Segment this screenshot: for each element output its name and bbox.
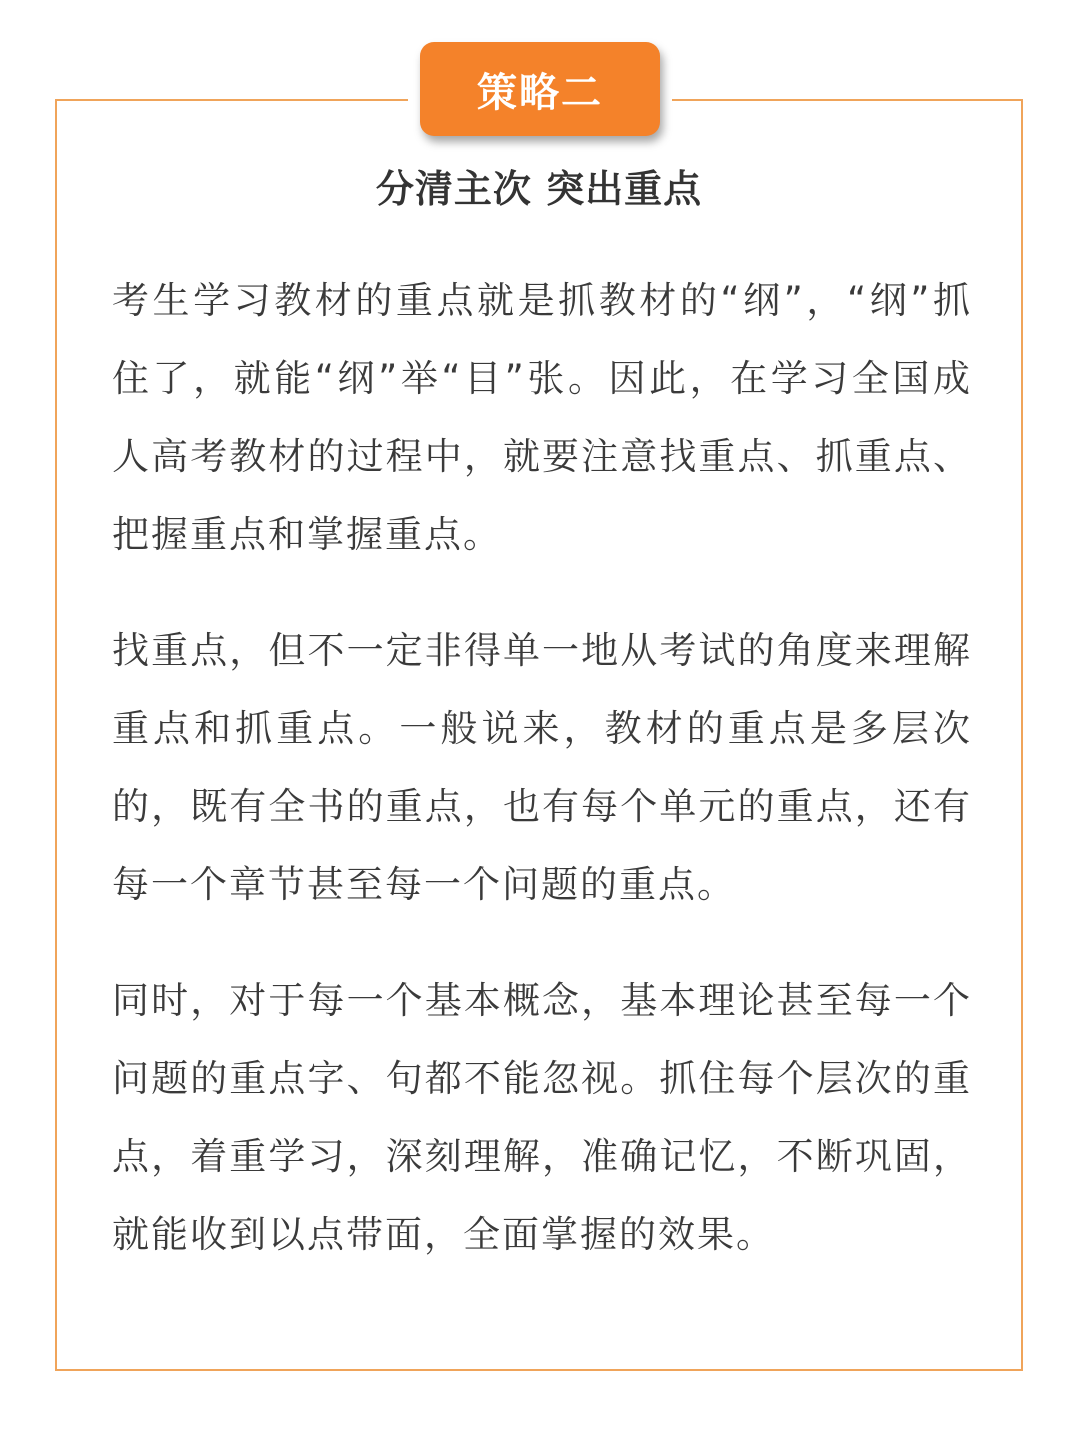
body-text	[112, 262, 972, 1312]
paragraph: 找重点，但不一定非得单一地从考试的角度来理解重点和抓重点。一般说来，教材的重点是多层次的，既有全书的重点，也有每个单元的重点，还有每一个章节甚至每一个问题的重点。	[112, 629, 972, 906]
badge-label: 策略二	[477, 69, 603, 116]
strategy-badge	[420, 42, 660, 136]
paragraph: 考生学习教材的重点就是抓教材的“纲”，“纲”抓住了，就能“纲”举“目”张。因此，在学习全国成人高考教材的过程中，就要注意找重点、抓重点、把握重点和掌握重点。	[112, 279, 972, 556]
paragraph: 同时，对于每一个基本概念，基本理论甚至每一个问题的重点字、句都不能忽视。抓住每个层次的重点，着重学习，深刻理解，准确记忆，不断巩固，就能收到以点带面，全面掌握的效果。	[112, 979, 972, 1256]
section-subtitle: 分清主次 突出重点	[375, 167, 703, 211]
